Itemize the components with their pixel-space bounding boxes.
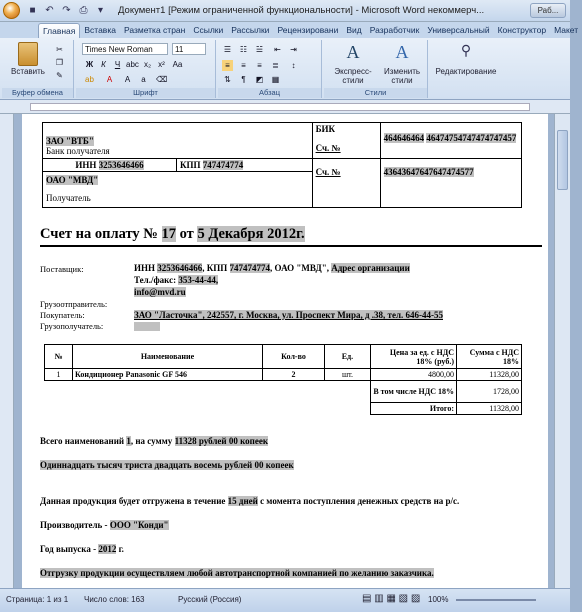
summary-prefix: Всего наименований: [40, 436, 125, 446]
scrollbar-thumb[interactable]: [557, 130, 568, 190]
bullets-icon[interactable]: ☰: [223, 45, 232, 54]
row-price: 4800,00: [371, 369, 457, 381]
bank-details-table: [42, 122, 522, 208]
editing-label: Редактирование: [435, 67, 497, 76]
supplier-phone-line: [134, 275, 218, 285]
delivery-note: Отгрузку продукции осуществляем любой автотранспортной компанией по желанию заказчика.: [40, 568, 434, 578]
font-group: [76, 40, 216, 98]
row-sum: 11328,00: [457, 369, 522, 381]
bank-name: ЗАО "ВТБ": [46, 136, 94, 146]
quick-styles-icon: A: [346, 42, 360, 62]
align-left-icon[interactable]: ≡: [222, 60, 233, 71]
change-styles-label: Изменить стили: [383, 67, 421, 85]
cut-icon[interactable]: ✂: [56, 45, 63, 54]
row-qty: 2: [263, 369, 325, 381]
table-row: [45, 369, 522, 381]
col-header-name: Наименование: [73, 345, 263, 369]
document-page[interactable]: [22, 114, 548, 594]
view-buttons[interactable]: ▤ ▥ ▦ ▧ ▨: [362, 593, 421, 604]
title-bar: [0, 0, 570, 22]
summary-middle: , на сумму: [130, 436, 173, 446]
title-button[interactable]: Раб...: [530, 3, 566, 18]
tab-view[interactable]: Вид: [346, 25, 362, 35]
quick-styles-label: Экспресс-стили: [334, 67, 372, 85]
year-value: 2012: [98, 544, 117, 554]
account-label-1: Сч. №: [315, 143, 341, 153]
supplier-label: Поставщик:: [40, 264, 84, 274]
format-painter-icon[interactable]: ✎: [56, 71, 63, 80]
paste-icon: [18, 42, 38, 66]
supplier-org: , ОАО "МВД",: [270, 263, 329, 273]
inn-label: ИНН: [75, 160, 97, 170]
bank-recipient-label: Банк получателя: [46, 146, 110, 156]
tab-review[interactable]: Рецензировани: [277, 25, 339, 35]
row-number: 1: [45, 369, 73, 381]
summary-line: [40, 436, 268, 446]
multilevel-icon[interactable]: ☱: [255, 45, 264, 54]
shipping-prefix: Данная продукция будет отгружена в течение: [40, 496, 226, 506]
tab-designer[interactable]: Конструктор: [497, 25, 547, 35]
tab-insert[interactable]: Вставка: [84, 25, 116, 35]
status-bar: [0, 588, 570, 612]
copy-icon[interactable]: ❐: [55, 58, 64, 67]
status-language[interactable]: Русский (Россия): [178, 595, 242, 604]
col-header-number: №: [45, 345, 73, 369]
sum-in-words: Одиннадцать тысяч триста двадцать восемь рублей 00 копеек: [40, 460, 294, 470]
show-marks-icon[interactable]: ¶: [241, 75, 246, 84]
numbering-icon[interactable]: ☷: [239, 45, 248, 54]
shipper-label: Грузоотправитель:: [40, 299, 108, 309]
kpp-label: КПП: [180, 160, 201, 170]
sort-icon[interactable]: ⇅: [224, 75, 231, 84]
ribbon: [0, 38, 570, 100]
buyer-details: ЗАО "Ласточка", 242557, г. Москва, ул. Проспект Мира, д .38, тел. 646-44-55: [134, 310, 443, 320]
invoice-number: 17: [161, 226, 176, 242]
print-icon[interactable]: ⎙: [79, 5, 88, 16]
italic-icon[interactable]: К: [101, 60, 106, 69]
styles-group: [324, 40, 428, 98]
row-name: Кондиционер Panasonic GF 546: [73, 369, 263, 381]
supplier-inn: 3253646466: [157, 263, 203, 273]
underline-icon[interactable]: Ч: [114, 60, 121, 69]
supplier-kpp: 747474774: [229, 263, 271, 273]
supplier-line-1: [134, 263, 410, 273]
grow-font-icon[interactable]: A: [124, 75, 131, 84]
editing-group: [430, 40, 502, 98]
summary-count: 1: [126, 436, 131, 446]
tab-universal[interactable]: Универсальный: [427, 25, 490, 35]
align-center-icon[interactable]: ≡: [241, 61, 246, 70]
bik-value: 464646464: [383, 133, 425, 143]
clipboard-group: [2, 40, 74, 98]
superscript-icon[interactable]: x²: [158, 60, 165, 69]
supplier-address: Адрес организации: [331, 263, 410, 273]
paste-button[interactable]: [8, 42, 48, 76]
supplier-phone: 353-44-44,: [178, 275, 219, 285]
account-value-1: 46474754747474747457: [426, 133, 517, 143]
tab-references[interactable]: Ссылки: [193, 25, 224, 35]
supplier-kpp-label: , КПП: [202, 263, 228, 273]
change-styles-icon: A: [395, 42, 409, 62]
receiver-name: ОАО "МВД": [46, 175, 99, 185]
tab-layout[interactable]: Макет: [554, 25, 579, 35]
summary-sum: 11328 рублей 00 копеек: [174, 436, 269, 446]
redo-icon[interactable]: ↷: [62, 5, 71, 16]
paragraph-group-label: Абзац: [218, 88, 321, 98]
receiver-label: Получатель: [46, 193, 91, 203]
borders-icon[interactable]: ▦: [271, 75, 280, 84]
producer-value: ООО "Конди": [109, 520, 169, 530]
shipping-suffix: с момента поступления денежных средств на р/с.: [260, 496, 460, 506]
total-value: 11328,00: [457, 403, 522, 415]
col-header-unit: Ед.: [325, 345, 371, 369]
bold-icon[interactable]: Ж: [85, 60, 94, 69]
tab-developer[interactable]: Разработчик: [369, 25, 420, 35]
buyer-label: Покупатель:: [40, 310, 85, 320]
consignee-value: [134, 322, 160, 331]
binoculars-icon: ⚲: [460, 42, 472, 58]
account-value-2: 43643647647647474577: [383, 167, 474, 177]
shipping-line: [40, 496, 459, 506]
shading-icon[interactable]: ◩: [255, 75, 264, 84]
kpp-value: 747474774: [202, 160, 244, 170]
supplier-inn-label: ИНН: [134, 263, 156, 273]
supplier-phone-label: Тел./факс:: [134, 275, 177, 285]
vertical-ruler[interactable]: [0, 114, 14, 588]
invoice-title-prefix: Счет на оплату №: [40, 226, 158, 242]
account-label-2: Сч. №: [315, 167, 341, 177]
vertical-scrollbar[interactable]: [554, 114, 570, 588]
save-icon[interactable]: ■: [29, 5, 36, 16]
inn-value: 3253646466: [98, 160, 144, 170]
zoom-slider[interactable]: [456, 599, 536, 601]
justify-icon[interactable]: ≣: [272, 61, 279, 70]
col-header-sum: Сумма с НДС 18%: [457, 345, 522, 369]
tab-home[interactable]: Главная: [38, 23, 80, 38]
office-button[interactable]: [3, 2, 20, 19]
subscript-icon[interactable]: x₂: [143, 60, 152, 69]
window-title: Документ1 [Режим ограниченной функциональности] - Microsoft Word некоммерч...: [118, 5, 485, 16]
consignee-label: Грузополучатель:: [40, 321, 104, 331]
year-prefix: Год выпуска -: [40, 544, 97, 554]
producer-line: [40, 520, 169, 530]
change-styles-button[interactable]: [380, 42, 424, 85]
paragraph-group: [218, 40, 322, 98]
year-line: [40, 544, 124, 554]
col-header-qty: Кол-во: [263, 345, 325, 369]
producer-prefix: Производитель -: [40, 520, 108, 530]
status-page[interactable]: Страница: 1 из 1: [6, 595, 69, 604]
ribbon-tabs: [0, 22, 579, 38]
zoom-level[interactable]: 100%: [428, 595, 449, 604]
horizontal-ruler[interactable]: [0, 100, 570, 114]
customize-icon[interactable]: ▾: [97, 5, 104, 16]
styles-group-label: Стили: [324, 88, 427, 98]
bik-label: БИК: [315, 124, 336, 134]
vat-label: В том числе НДС 18%: [371, 381, 457, 403]
strikethrough-icon[interactable]: abc: [126, 60, 139, 69]
invoice-title: [40, 226, 305, 243]
tab-mailings[interactable]: Рассылки: [231, 25, 270, 35]
goods-table: [44, 344, 522, 415]
undo-icon[interactable]: ↶: [45, 5, 54, 16]
document-workspace: [14, 114, 554, 588]
decrease-indent-icon[interactable]: ⇤: [274, 45, 281, 54]
row-unit: шт.: [325, 369, 371, 381]
year-suffix: г.: [118, 544, 124, 554]
col-header-price: Цена за ед. с НДС 18% (руб.): [371, 345, 457, 369]
total-label: Итого:: [371, 403, 457, 415]
paste-label: Вставить: [11, 67, 45, 76]
clear-format-icon[interactable]: ⌫: [156, 75, 168, 84]
quick-access-toolbar: [26, 4, 107, 17]
clipboard-group-label: Буфер обмена: [2, 88, 73, 98]
font-size-box[interactable]: 11: [172, 43, 206, 55]
highlight-icon[interactable]: ab: [85, 75, 94, 84]
invoice-from: от: [179, 226, 194, 242]
editing-button[interactable]: [432, 42, 500, 76]
supplier-email: info@mvd.ru: [134, 287, 186, 297]
title-divider: [40, 245, 542, 247]
status-words[interactable]: Число слов: 163: [84, 595, 145, 604]
font-group-label: Шрифт: [76, 88, 215, 98]
change-case-icon[interactable]: Aa: [172, 60, 183, 69]
font-name-box[interactable]: Times New Roman: [82, 43, 168, 55]
increase-indent-icon[interactable]: ⇥: [290, 45, 297, 54]
invoice-date: 5 Декабря 2012г.: [197, 226, 305, 242]
shipping-days: 15 дней: [227, 496, 258, 506]
line-spacing-icon[interactable]: ↕: [291, 61, 296, 70]
font-color-icon[interactable]: A: [106, 75, 113, 84]
tab-page-layout[interactable]: Разметка стран: [123, 25, 186, 35]
quick-styles-button[interactable]: [328, 42, 378, 85]
shrink-font-icon[interactable]: a: [141, 75, 146, 84]
align-right-icon[interactable]: ≡: [257, 61, 262, 70]
vat-value: 1728,00: [457, 381, 522, 403]
